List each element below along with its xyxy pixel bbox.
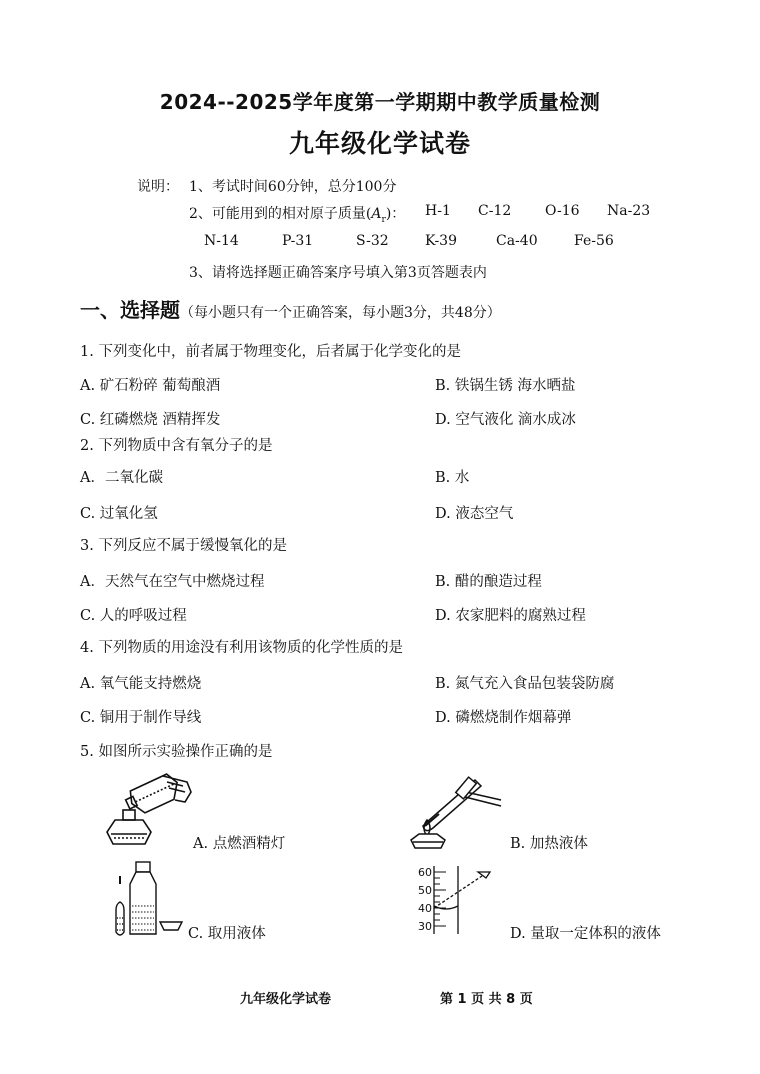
question-1-option-c: C. 红磷燃烧 酒精挥发 [80, 412, 221, 428]
question-2-option-d: D. 液态空气 [435, 506, 514, 522]
section-title: 一、选择题 [80, 298, 180, 322]
question-1-option-d: D. 空气液化 滴水成冰 [435, 412, 576, 428]
mass-s: S-32 [356, 233, 389, 249]
mass-fe: Fe-56 [574, 233, 614, 249]
cylinder-tick-40: 40 [418, 902, 432, 915]
figure-c-reagent-bottle-icon [108, 862, 188, 942]
question-4-stem: 4. 下列物质的用途没有利用该物质的化学性质的是 [80, 640, 403, 656]
question-1-option-a: A. 矿石粉碎 葡萄酿酒 [80, 378, 221, 394]
figure-b-heating-test-tube-icon [405, 772, 505, 848]
question-3-stem: 3. 下列反应不属于缓慢氧化的是 [80, 538, 287, 554]
section-heading [80, 294, 501, 323]
question-5-option-b: B. 加热液体 [510, 836, 588, 852]
question-2-option-a: A．二氧化碳 [80, 470, 163, 486]
question-4-option-c: C. 铜用于制作导线 [80, 710, 202, 726]
question-4-option-a: A. 氧气能支持燃烧 [80, 676, 202, 692]
mass-c: C-12 [478, 203, 512, 219]
question-1-stem: 1. 下列变化中，前者属于物理变化，后者属于化学变化的是 [80, 344, 461, 360]
mass-k: K-39 [425, 233, 457, 249]
paper-subtitle: 九年级化学试卷 [288, 129, 471, 158]
question-3-option-c: C. 人的呼吸过程 [80, 608, 187, 624]
notes-line-2 [189, 203, 405, 225]
figure-d-graduated-cylinder-icon [410, 862, 500, 938]
exam-title: 2024--2025学年度第一学期期中教学质量检测 [159, 90, 601, 114]
question-5-option-d: D. 量取一定体积的液体 [510, 926, 661, 942]
figure-a-alcohol-lamp-icon [105, 772, 195, 852]
footer-page-number: 第 1 页 共 8 页 [440, 992, 533, 1007]
section-description: （每小题只有一个正确答案，每小题3分，共48分） [180, 305, 501, 321]
question-5-option-c: C. 取用液体 [188, 926, 266, 942]
mass-na: Na-23 [607, 203, 651, 219]
mass-n: N-14 [204, 233, 239, 249]
notes-line-2-prefix: 2、可能用到的相对原子质量( [189, 206, 372, 222]
atomic-mass-subscript: r [381, 214, 386, 225]
mass-p: P-31 [282, 233, 314, 249]
question-4-option-d: D. 磷燃烧制作烟幕弹 [435, 710, 572, 726]
atomic-mass-symbol: A [371, 206, 382, 222]
notes-label: 说明： [137, 179, 179, 195]
footer-paper-name: 九年级化学试卷 [240, 992, 332, 1007]
question-5-stem: 5. 如图所示实验操作正确的是 [80, 744, 273, 760]
cylinder-tick-30: 30 [418, 920, 432, 933]
question-3-option-d: D. 农家肥料的腐熟过程 [435, 608, 586, 624]
question-2-option-b: B. 水 [435, 470, 470, 486]
question-2-option-c: C. 过氧化氢 [80, 506, 158, 522]
notes-line-2-suffix: )： [385, 206, 406, 222]
question-4-option-b: B. 氮气充入食品包装袋防腐 [435, 676, 615, 692]
notes-line-3: 3、请将选择题正确答案序号填入第3页答题表内 [189, 265, 487, 281]
question-5-option-a: A. 点燃酒精灯 [193, 836, 286, 852]
question-1-option-b: B. 铁锅生锈 海水晒盐 [435, 378, 576, 394]
question-3-option-b: B. 醋的酿造过程 [435, 574, 542, 590]
mass-ca: Ca-40 [496, 233, 538, 249]
mass-o: O-16 [545, 203, 580, 219]
cylinder-tick-50: 50 [418, 884, 432, 897]
notes-line-1: 1、考试时间60分钟，总分100分 [189, 179, 397, 195]
question-3-option-a: A．天然气在空气中燃烧过程 [80, 574, 265, 590]
cylinder-tick-60: 60 [418, 866, 432, 879]
question-2-stem: 2. 下列物质中含有氧分子的是 [80, 438, 273, 454]
mass-h: H-1 [425, 203, 451, 219]
